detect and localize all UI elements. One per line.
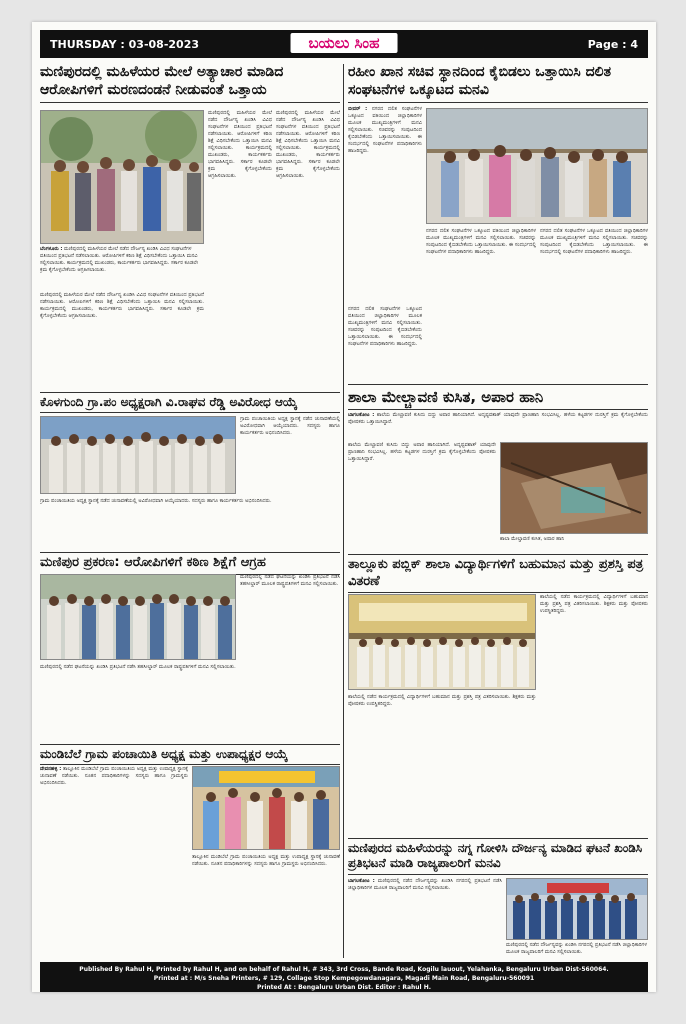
protest-3-photo-graphic <box>507 879 648 940</box>
photo-roof-collapse <box>500 442 648 534</box>
memorandum-photo-graphic <box>427 109 648 224</box>
headline-manipur-2: ಮಣಿಪುರ ಪ್ರಕರಣ: ಆರೋಪಿಗಳಿಗೆ ಕಠಿಣ ಶಿಕ್ಷೆಗೆ ಆಗ್ರಹ <box>40 555 340 575</box>
body-text-5a: ಮಣಿಪುರದಲ್ಲಿ ನಡೆದ ಘಟನೆಯನ್ನು ಖಂಡಿಸಿ ಪ್ರತಿಭಟನೆ ನಡೆಸಿ ತಹಸೀಲ್ದಾರ್ ಮೂಲಕ ರಾಷ್ಟ್ರಪತಿಗಳಿಗೆ ಮನವಿ ಸಲ್ಲಿಸಲಾಯಿತು. <box>240 574 340 587</box>
divider-4 <box>348 384 648 385</box>
body-text-1a: ಮಣಿಪುರದಲ್ಲಿ ಮಹಿಳೆಯರ ಮೇಲೆ ನಡೆದ ದೌರ್ಜನ್ಯ ಖಂಡಿಸಿ ವಿವಿಧ ಸಂಘಟನೆಗಳ ವತಿಯಿಂದ ಪ್ರತಿಭಟನೆ ನಡೆಸಲಾಯಿತು. ಆರೋಪಿಗಳಿಗೆ ಕಠಿಣ ಶಿಕ್ಷೆ ವಿಧಿಸಬೇಕೆಂದು ಒತ್ತಾಯಿಸಿ ಮನವಿ ಸಲ್ಲಿಸಲಾಯಿತು. ಕಾರ್ಯಕ್ರಮದಲ್ಲಿ ಮುಖಂಡರು, ಕಾರ್ಯಕರ್ತರು ಭಾಗವಹಿಸಿದ್ದರು. ಸರ್ಕಾರ ಕೂಡಲೇ ಕ್ರಮ ಕೈಗೊಳ್ಳಬೇಕೆಂದು ಆಗ್ರಹಿಸಲಾಯಿತು. <box>208 110 272 179</box>
page-number: Page : 4 <box>587 37 638 51</box>
body-text-4a <box>348 412 648 440</box>
body-text-2a-content: ನಗರದ ದಲಿತ ಸಂಘಟನೆಗಳ ಒಕ್ಕೂಟದ ವತಿಯಿಂದ ಜಿಲ್ಲಾಧಿಕಾರಿಗಳ ಮೂಲಕ ಮುಖ್ಯಮಂತ್ರಿಗಳಿಗೆ ಮನವಿ ಸಲ್ಲಿಸಲಾಯಿತು. ಸಚಿವರನ್ನು ಸಂಪುಟದಿಂದ ಕೈಬಿಡಬೇಕೆಂದು ಒತ್ತಾಯಿಸಲಾಯಿತು. ಈ ಸಂದರ್ಭದಲ್ಲಿ ಸಂಘಟನೆಗಳ ಪದಾಧಿಕಾರಿಗಳು ಹಾಜರಿದ್ದರು. <box>348 106 422 154</box>
photo-mandibele <box>192 766 340 850</box>
body-text-4a-content: ಶಾಲೆಯ ಮೇಲ್ಚಾವಣಿ ಕುಸಿದು ಬಿದ್ದು ಅಪಾರ ಹಾನಿಯಾಗಿದೆ. ಅದೃಷ್ಟವಶಾತ್ ಯಾವುದೇ ಪ್ರಾಣಹಾನಿ ಸಂಭವಿಸಿಲ್ಲ. ಹಳೆಯ ಕಟ್ಟಡಗಳ ದುರಸ್ತಿಗೆ ಕ್ರಮ ಕೈಗೊಳ್ಳಬೇಕೆಂದು ಪೋಷಕರು ಒತ್ತಾಯಿಸಿದ್ದಾರೆ. <box>348 412 648 425</box>
imprint-line-3: Printed At : Bengaluru Urban Dist. Editor : Rahul H. <box>256 984 431 991</box>
byline-8: ಬಾಗಲಕೋಟ : <box>348 878 375 884</box>
divider-7 <box>40 744 340 745</box>
body-text-6a: ಶಾಲೆಯಲ್ಲಿ ನಡೆದ ಕಾರ್ಯಕ್ರಮದಲ್ಲಿ ವಿದ್ಯಾರ್ಥಿಗಳಿಗೆ ಬಹುಮಾನ ಮತ್ತು ಪ್ರಶಸ್ತಿ ಪತ್ರ ವಿತರಿಸಲಾಯಿತು. ಶಿಕ್ಷಕರು ಮತ್ತು ಪೋಷಕರು ಉಪಸ್ಥಿತರಿದ್ದರು. <box>540 594 648 614</box>
photo-school-event <box>348 594 536 690</box>
divider-8 <box>348 838 648 839</box>
body-text-8a-content: ಮಣಿಪುರದಲ್ಲಿ ನಡೆದ ದೌರ್ಜನ್ಯವನ್ನು ಖಂಡಿಸಿ ನಗರದಲ್ಲಿ ಪ್ರತಿಭಟನೆ ನಡೆಸಿ ಜಿಲ್ಲಾಧಿಕಾರಿಗಳ ಮೂಲಕ ರಾಜ್ಯಪಾಲರಿಗೆ ಮನವಿ ಸಲ್ಲಿಸಲಾಯಿತು. <box>348 878 502 891</box>
body-text-4b: ಶಾಲೆಯ ಮೇಲ್ಚಾವಣಿ ಕುಸಿದು ಬಿದ್ದು ಅಪಾರ ಹಾನಿಯಾಗಿದೆ. ಅದೃಷ್ಟವಶಾತ್ ಯಾವುದೇ ಪ್ರಾಣಹಾನಿ ಸಂಭವಿಸಿಲ್ಲ. ಹಳೆಯ ಕಟ್ಟಡಗಳ ದುರಸ್ತಿಗೆ ಕ್ರಮ ಕೈಗೊಳ್ಳಬೇಕೆಂದು ಪೋಷಕರು ಒತ್ತಾಯಿಸಿದ್ದಾರೆ. <box>348 442 496 462</box>
body-text-2b: ನಗರದ ದಲಿತ ಸಂಘಟನೆಗಳ ಒಕ್ಕೂಟದ ವತಿಯಿಂದ ಜಿಲ್ಲಾಧಿಕಾರಿಗಳ ಮೂಲಕ ಮುಖ್ಯಮಂತ್ರಿಗಳಿಗೆ ಮನವಿ ಸಲ್ಲಿಸಲಾಯಿತು. ಸಚಿವರನ್ನು ಸಂಪುಟದಿಂದ ಕೈಬಿಡಬೇಕೆಂದು ಒತ್ತಾಯಿಸಲಾಯಿತು. ಈ ಸಂದರ್ಭದಲ್ಲಿ ಸಂಘಟನೆಗಳ ಪದಾಧಿಕಾರಿಗಳು ಹಾಜರಿದ್ದರು. <box>426 228 536 255</box>
roof-collapse-photo-graphic <box>501 443 648 534</box>
caption-8: ಮಣಿಪುರದಲ್ಲಿ ನಡೆದ ದೌರ್ಜನ್ಯವನ್ನು ಖಂಡಿಸಿ ನಗರದಲ್ಲಿ ಪ್ರತಿಭಟನೆ ನಡೆಸಿ ಜಿಲ್ಲಾಧಿಕಾರಿಗಳ ಮೂಲಕ ರಾಜ್ಯಪಾಲರಿಗೆ ಮನವಿ ಸಲ್ಲಿಸಲಾಯಿತು. <box>506 942 647 955</box>
photo-protest-2 <box>40 574 236 660</box>
column-divider <box>343 64 344 958</box>
body-text-7b: ತಾಲ್ಲೂಕಿನ ಮಂಡಿಬೆಲೆ ಗ್ರಾಮ ಪಂಚಾಯಿತಿಯ ಅಧ್ಯಕ್ಷ ಮತ್ತು ಉಪಾಧ್ಯಕ್ಷ ಸ್ಥಾನಕ್ಕೆ ಚುನಾವಣೆ ನಡೆಯಿತು. ನೂತನ ಪದಾಧಿಕಾರಿಗಳನ್ನು ಸದಸ್ಯರು ಹಾಗೂ ಗ್ರಾಮಸ್ಥರು ಅಭಿನಂದಿಸಿದರು. <box>192 854 340 867</box>
photo-memorandum <box>426 108 648 224</box>
masthead <box>40 30 648 58</box>
panchayat-photo-graphic <box>41 417 236 494</box>
newspaper-page <box>32 22 656 992</box>
headline-mandibele: ಮಂಡಿಬೆಲೆ ಗ್ರಾಮ ಪಂಚಾಯಿತಿ ಅಧ್ಯಕ್ಷ ಮತ್ತು ಉಪಾಧ್ಯಕ್ಷರ ಆಯ್ಕೆ <box>40 747 340 765</box>
body-text-1b: ಮಣಿಪುರದಲ್ಲಿ ಮಹಿಳೆಯರ ಮೇಲೆ ನಡೆದ ದೌರ್ಜನ್ಯ ಖಂಡಿಸಿ ವಿವಿಧ ಸಂಘಟನೆಗಳ ವತಿಯಿಂದ ಪ್ರತಿಭಟನೆ ನಡೆಸಲಾಯಿತು. ಆರೋಪಿಗಳಿಗೆ ಕಠಿಣ ಶಿಕ್ಷೆ ವಿಧಿಸಬೇಕೆಂದು ಒತ್ತಾಯಿಸಿ ಮನವಿ ಸಲ್ಲಿಸಲಾಯಿತು. ಕಾರ್ಯಕ್ರಮದಲ್ಲಿ ಮುಖಂಡರು, ಕಾರ್ಯಕರ್ತರು ಭಾಗವಹಿಸಿದ್ದರು. ಸರ್ಕಾರ ಕೂಡಲೇ ಕ್ರಮ ಕೈಗೊಳ್ಳಬೇಕೆಂದು ಆಗ್ರಹಿಸಲಾಯಿತು. <box>276 110 340 179</box>
headline-kolagundi: ಕೊಳಗುಂದಿ ಗ್ರಾ.ಪಂ ಅಧ್ಯಕ್ಷರಾಗಿ ವಿ.ರಾಘವ ರೆಡ್ಡಿ ಅವಿರೋಧ ಆಯ್ಕೆ <box>40 395 340 413</box>
photo-panchayat-1 <box>40 416 236 494</box>
body-text-7a <box>40 766 188 958</box>
issue-date: THURSDAY : 03-08-2023 <box>50 37 200 51</box>
body-text-5b: ಮಣಿಪುರದಲ್ಲಿ ನಡೆದ ಘಟನೆಯನ್ನು ಖಂಡಿಸಿ ಪ್ರತಿಭಟನೆ ನಡೆಸಿ ತಹಸೀಲ್ದಾರ್ ಮೂಲಕ ರಾಷ್ಟ್ರಪತಿಗಳಿಗೆ ಮನವಿ ಸಲ್ಲಿಸಲಾಯಿತು. <box>40 664 236 670</box>
protest-photo-graphic <box>41 111 204 244</box>
byline-4: ಬಾಗಲಕೋಟ : <box>348 412 375 418</box>
body-text-2c: ನಗರದ ದಲಿತ ಸಂಘಟನೆಗಳ ಒಕ್ಕೂಟದ ವತಿಯಿಂದ ಜಿಲ್ಲಾಧಿಕಾರಿಗಳ ಮೂಲಕ ಮುಖ್ಯಮಂತ್ರಿಗಳಿಗೆ ಮನವಿ ಸಲ್ಲಿಸಲಾಯಿತು. ಸಚಿವರನ್ನು ಸಂಪುಟದಿಂದ ಕೈಬಿಡಬೇಕೆಂದು ಒತ್ತಾಯಿಸಲಾಯಿತು. ಈ ಸಂದರ್ಭದಲ್ಲಿ ಸಂಘಟನೆಗಳ ಪದಾಧಿಕಾರಿಗಳು ಹಾಜರಿದ್ದರು. <box>540 228 648 255</box>
body-text-2a <box>348 106 422 302</box>
imprint-line-1: Published By Rahul H, Printed by Rahul H, and on behalf of Rahul H, # 343, 3rd Cross, Bande Road, Kogilu lauout, Yelahanka, Bengaluru Urban Dist-560064. <box>79 966 609 973</box>
body-text-6b: ಶಾಲೆಯಲ್ಲಿ ನಡೆದ ಕಾರ್ಯಕ್ರಮದಲ್ಲಿ ವಿದ್ಯಾರ್ಥಿಗಳಿಗೆ ಬಹುಮಾನ ಮತ್ತು ಪ್ರಶಸ್ತಿ ಪತ್ರ ವಿತರಿಸಲಾಯಿತು. ಶಿಕ್ಷಕರು ಮತ್ತು ಪೋಷಕರು ಉಪಸ್ಥಿತರಿದ್ದರು. <box>348 694 536 707</box>
divider-5 <box>40 552 340 553</box>
byline-7: ದೇವನಹಳ್ಳಿ : <box>40 766 62 772</box>
mandibele-photo-graphic <box>193 767 340 850</box>
headline-school-prize: ತಾಲ್ಲೂಕು ಪಬ್ಲಿಕ್ ಶಾಲಾ ವಿದ್ಯಾರ್ಥಿಗಳಿಗೆ ಬಹುಮಾನ ಮತ್ತು ಪ್ರಶಸ್ತಿ ಪತ್ರ ವಿತರಣೆ <box>348 557 648 593</box>
photo-protest-1 <box>40 110 204 244</box>
body-text-7a-content: ತಾಲ್ಲೂಕಿನ ಮಂಡಿಬೆಲೆ ಗ್ರಾಮ ಪಂಚಾಯಿತಿಯ ಅಧ್ಯಕ್ಷ ಮತ್ತು ಉಪಾಧ್ಯಕ್ಷ ಸ್ಥಾನಕ್ಕೆ ಚುನಾವಣೆ ನಡೆಯಿತು. ನೂತನ ಪದಾಧಿಕಾರಿಗಳನ್ನು ಸದಸ್ಯರು ಹಾಗೂ ಗ್ರಾಮಸ್ಥರು ಅಭಿನಂದಿಸಿದರು. <box>40 766 188 786</box>
headline-manipur-1: ಮಣಿಪುರದಲ್ಲಿ ಮಹಿಳೆಯರ ಮೇಲೆ ಅತ್ಯಾಚಾರ ಮಾಡಿದ ಆರೋಪಿಗಳಿಗೆ ಮರಣದಂಡನೆ ನೀಡುವಂತೆ ಒತ್ತಾಯ <box>40 64 340 103</box>
body-text-1c: ಮಣಿಪುರದಲ್ಲಿ ಮಹಿಳೆಯರ ಮೇಲೆ ನಡೆದ ದೌರ್ಜನ್ಯ ಖಂಡಿಸಿ ವಿವಿಧ ಸಂಘಟನೆಗಳ ವತಿಯಿಂದ ಪ್ರತಿಭಟನೆ ನಡೆಸಲಾಯಿತು. ಆರೋಪಿಗಳಿಗೆ ಕಠಿಣ ಶಿಕ್ಷೆ ವಿಧಿಸಬೇಕೆಂದು ಒತ್ತಾಯಿಸಿ ಮನವಿ ಸಲ್ಲಿಸಲಾಯಿತು. ಕಾರ್ಯಕ್ರಮದಲ್ಲಿ ಮುಖಂಡರು, ಕಾರ್ಯಕರ್ತರು ಭಾಗವಹಿಸಿದ್ದರು. ಸರ್ಕಾರ ಕೂಡಲೇ ಕ್ರಮ ಕೈಗೊಳ್ಳಬೇಕೆಂದು ಆಗ್ರಹಿಸಲಾಯಿತು. <box>40 292 204 319</box>
body-text-3b: ಗ್ರಾಮ ಪಂಚಾಯಿತಿಯ ಅಧ್ಯಕ್ಷ ಸ್ಥಾನಕ್ಕೆ ನಡೆದ ಚುನಾವಣೆಯಲ್ಲಿ ಅವಿರೋಧವಾಗಿ ಆಯ್ಕೆಯಾದರು. ಸದಸ್ಯರು ಹಾಗೂ ಕಾರ್ಯಕರ್ತರು ಅಭಿನಂದಿಸಿದರು. <box>40 498 272 504</box>
body-text-2d: ನಗರದ ದಲಿತ ಸಂಘಟನೆಗಳ ಒಕ್ಕೂಟದ ವತಿಯಿಂದ ಜಿಲ್ಲಾಧಿಕಾರಿಗಳ ಮೂಲಕ ಮುಖ್ಯಮಂತ್ರಿಗಳಿಗೆ ಮನವಿ ಸಲ್ಲಿಸಲಾಯಿತು. ಸಚಿವರನ್ನು ಸಂಪುಟದಿಂದ ಕೈಬಿಡಬೇಕೆಂದು ಒತ್ತಾಯಿಸಲಾಯಿತು. ಈ ಸಂದರ್ಭದಲ್ಲಿ ಸಂಘಟನೆಗಳ ಪದಾಧಿಕಾರಿಗಳು ಹಾಜರಿದ್ದರು. <box>348 306 422 347</box>
newspaper-title: ಬಯಲು ಸಿಂಹ <box>291 33 398 53</box>
imprint-footer <box>40 962 648 992</box>
headline-school-roof: ಶಾಲಾ ಮೇಲ್ಚಾವಣಿ ಕುಸಿತ, ಅಪಾರ ಹಾನಿ <box>348 388 648 410</box>
body-text-8a <box>348 878 502 958</box>
headline-rahim-khan: ರಹೀಂ ಖಾನ ಸಚಿವ ಸ್ಥಾನದಿಂದ ಕೈಬಿಡಲು ಒತ್ತಾಯಿಸಿ ದಲಿತ ಸಂಘಟನೆಗಳ ಒಕ್ಕೂಟದ ಮನವಿ <box>348 64 648 103</box>
imprint-line-2: Printed at : M/s Sneha Printers, # 129, Collage Stop Kempegowdanagara, Magadi Main Road, Bengaluru-560091 <box>153 975 535 982</box>
protest-2-photo-graphic <box>41 575 236 660</box>
headline-manipur-3: ಮಣಿಪುರದ ಮಹಿಳೆಯರನ್ನು ನಗ್ನ ಗೋಳಿಸಿ ದೌರ್ಜನ್ಯ ಮಾಡಿದ ಘಟನೆ ಖಂಡಿಸಿ ಪ್ರತಿಭಟನೆ ಮಾಡಿ ರಾಜ್ಯಪಾಲರಿಗೆ ಮನವಿ <box>348 841 648 875</box>
caption-text-1: ಮಣಿಪುರದಲ್ಲಿ ಮಹಿಳೆಯರ ಮೇಲೆ ನಡೆದ ದೌರ್ಜನ್ಯ ಖಂಡಿಸಿ ವಿವಿಧ ಸಂಘಟನೆಗಳ ವತಿಯಿಂದ ಪ್ರತಿಭಟನೆ ನಡೆಸಲಾಯಿತು. ಆರೋಪಿಗಳಿಗೆ ಕಠಿಣ ಶಿಕ್ಷೆ ವಿಧಿಸಬೇಕೆಂದು ಒತ್ತಾಯಿಸಿ ಮನವಿ ಸಲ್ಲಿಸಲಾಯಿತು. ಕಾರ್ಯಕ್ರಮದಲ್ಲಿ ಮುಖಂಡರು, ಕಾರ್ಯಕರ್ತರು ಭಾಗವಹಿಸಿದ್ದರು. ಸರ್ಕಾರ ಕೂಡಲೇ ಕ್ರಮ ಕೈಗೊಳ್ಳಬೇಕೆಂದು ಆಗ್ರಹಿಸಲಾಯಿತು. <box>40 246 199 273</box>
photo-manipur-protest-3 <box>506 878 648 940</box>
caption-1 <box>40 246 204 290</box>
body-text-3a: ಗ್ರಾಮ ಪಂಚಾಯಿತಿಯ ಅಧ್ಯಕ್ಷ ಸ್ಥಾನಕ್ಕೆ ನಡೆದ ಚುನಾವಣೆಯಲ್ಲಿ ಅವಿರೋಧವಾಗಿ ಆಯ್ಕೆಯಾದರು. ಸದಸ್ಯರು ಹಾಗೂ ಕಾರ್ಯಕರ್ತರು ಅಭಿನಂದಿಸಿದರು. <box>240 416 340 436</box>
byline-2: ಬೀದರ್ : <box>348 106 368 112</box>
byline-1: ಬೆಂಗಳೂರು : <box>40 246 63 252</box>
divider-3 <box>40 392 340 393</box>
school-event-photo-graphic <box>349 595 536 690</box>
divider-6 <box>348 554 648 555</box>
caption-4: ಶಾಲಾ ಮೇಲ್ಚಾವಣಿ ಕುಸಿತ, ಅಪಾರ ಹಾನಿ <box>500 536 565 542</box>
